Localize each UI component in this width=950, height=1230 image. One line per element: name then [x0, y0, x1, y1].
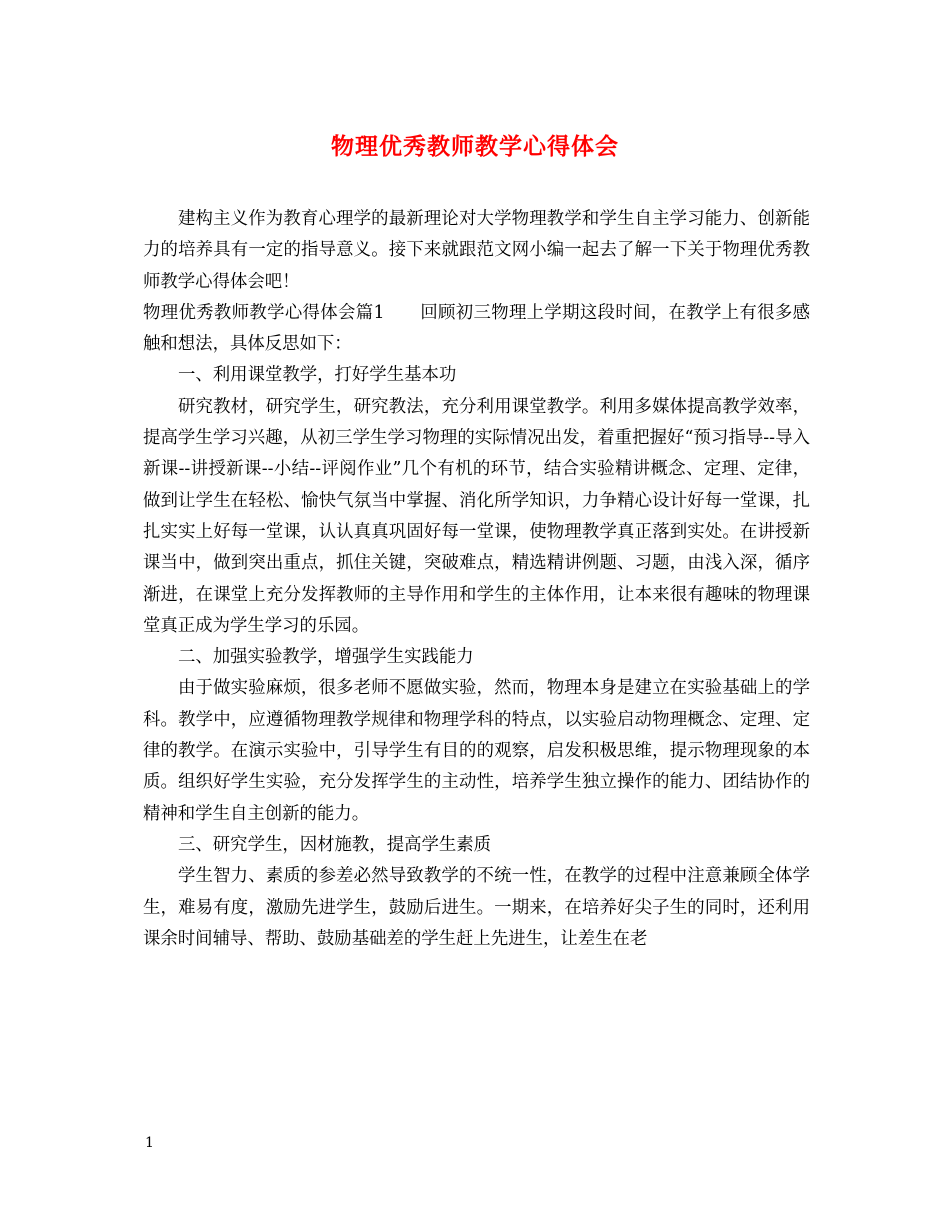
section-heading-1: 一、利用课堂教学，打好学生基本功 [178, 365, 457, 386]
paragraph-intro: 建构主义作为教育心理学的最新理论对大学物理教学和学生自主学习能力、创新能力的培养具有一定的指导意义。接下来就跟范文网小编一起去了解一下关于物理优秀教师教学心得体会吧！ [143, 209, 810, 292]
paragraph-article-heading: 物理优秀教师教学心得体会篇1 回顾初三物理上学期这段时间，在教学上有很多感触和想法，具体反思如下： [143, 302, 810, 355]
paragraph-section-1: 研究教材，研究学生，研究教法，充分利用课堂教学。利用多媒体提高教学效率，提高学生学习兴趣，从初三学生学习物理的实际情况出发，着重把握好“预习指导--导入新课--讲授新课--小结--评阅作业”几个有机的环节，结合实验精讲概念、定理、定律，做到让学生在轻松、愉快气氛当中掌握、消化所学知识，力争精心设计好每一堂课，扎扎实实上好每一堂课，认认真真巩固好每一堂课，使物理教学真正落到实处。在讲授新课当中，做到突出重点，抓住关键，突破难点，精选精讲例题、习题，由浅入深，循序渐进，在课堂上充分发挥教师的主导作用和学生的主体作用，让本来很有趣味的物理课堂真正成为学生学习的乐园。 [143, 396, 810, 636]
section-heading-3: 三、研究学生，因材施教，提高学生素质 [178, 834, 492, 855]
document-title: 物理优秀教师教学心得体会 [331, 133, 619, 160]
page-number: 1 [145, 1135, 154, 1151]
paragraph-section-2: 由于做实验麻烦，很多老师不愿做实验，然而，物理本身是建立在实验基础上的学科。教学中，应遵循物理教学规律和物理学科的特点，以实验启动物理概念、定理、定律的教学。在演示实验中，引导学生有目的的观察，启发积极思维，提示物理现象的本质。组织好学生实验，充分发挥学生的主动性，培养学生独立操作的能力、团结协作的精神和学生自主创新的能力。 [143, 678, 810, 824]
paragraph-section-3: 学生智力、素质的参差必然导致教学的不统一性，在教学的过程中注意兼顾全体学生，难易有度，激励先进学生，鼓励后进生。一期来，在培养好尖子生的同时，还利用课余时间辅导、帮助、鼓励基础差的学生赶上先进生，让差生在老 [143, 866, 810, 949]
document-body [143, 204, 810, 955]
section-heading-2: 二、加强实验教学，增强学生实践能力 [178, 647, 474, 668]
